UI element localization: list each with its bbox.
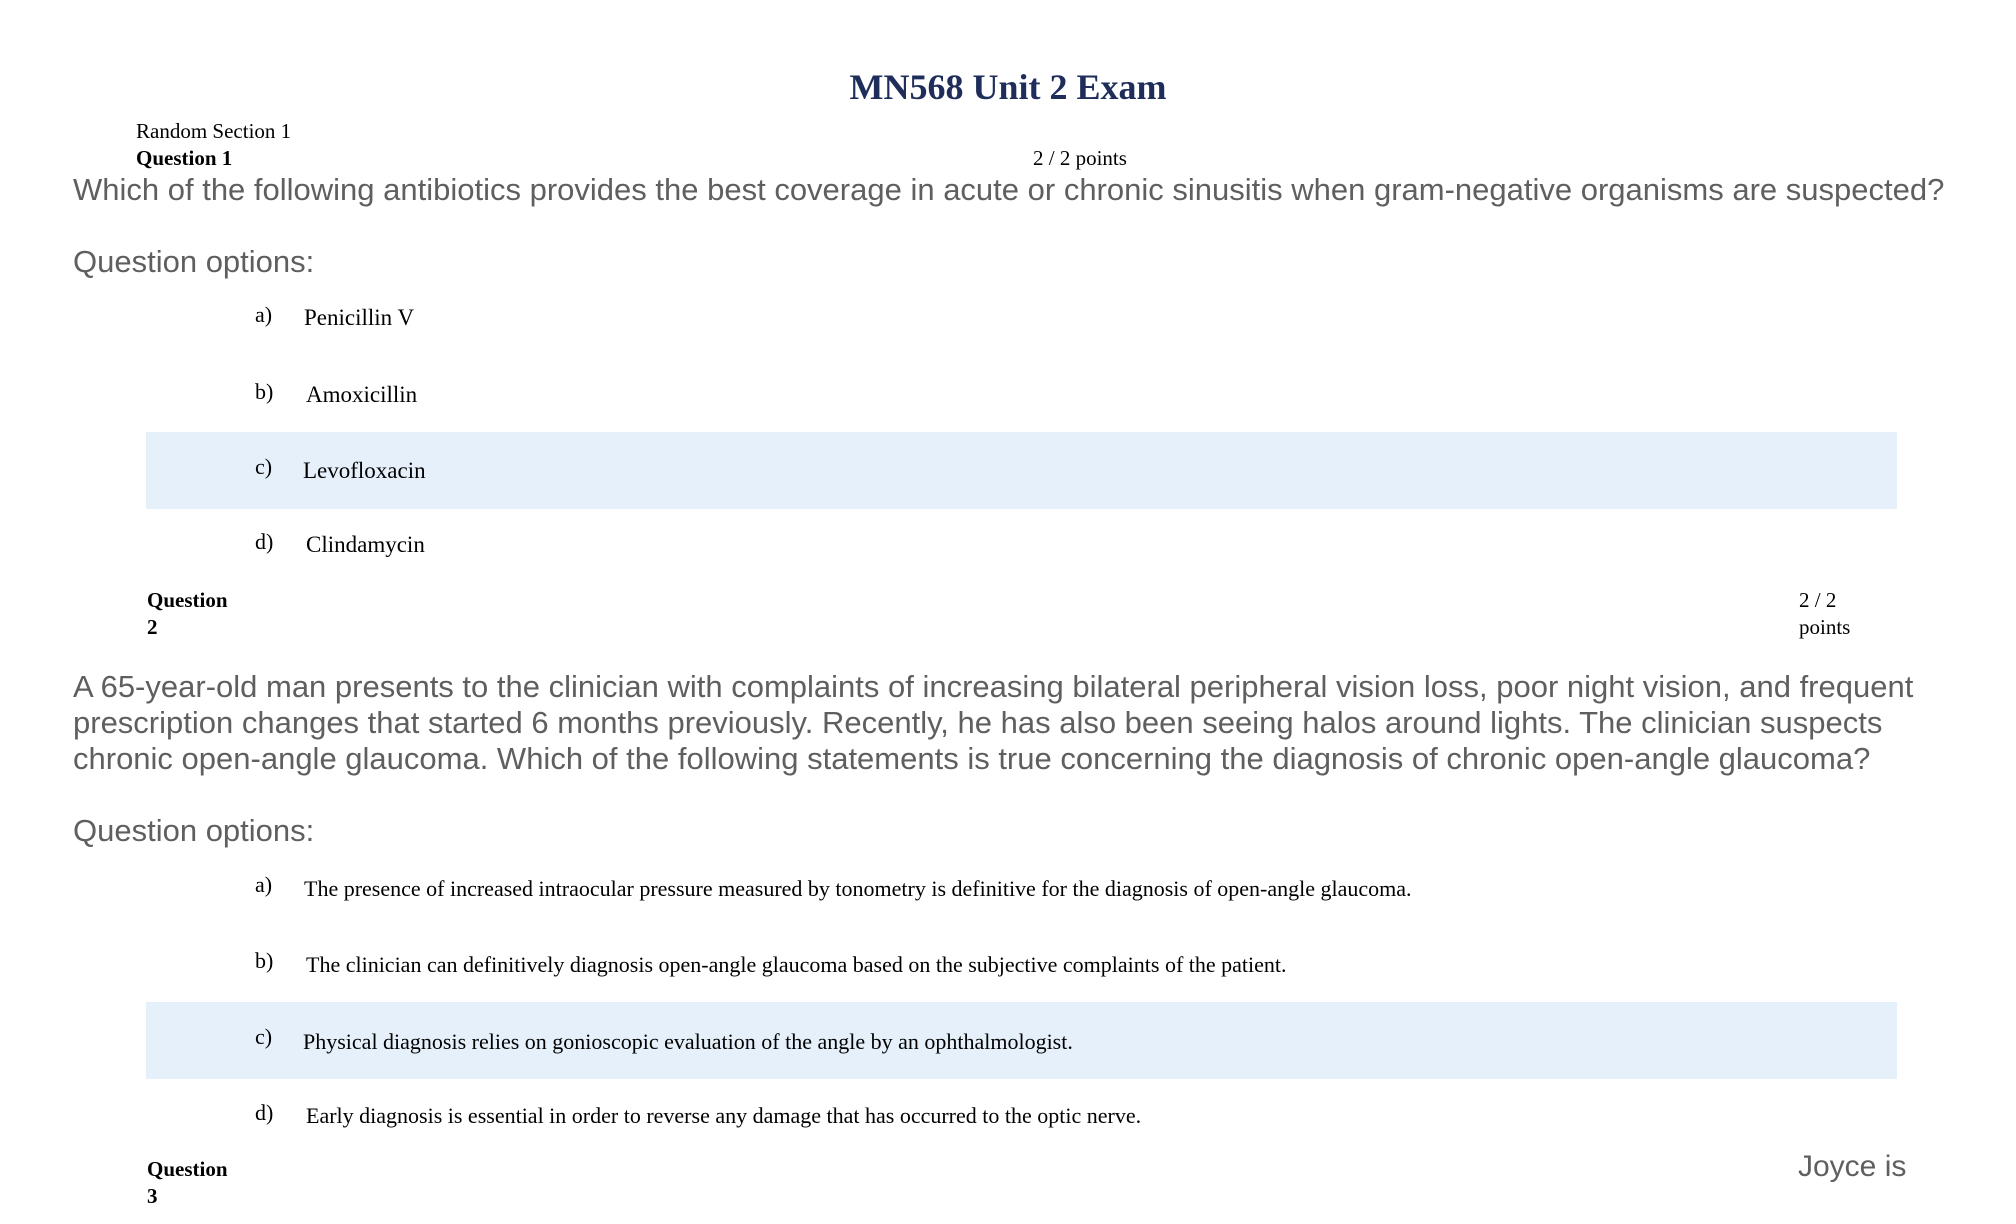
option-letter: a) [255,302,273,327]
question-2-points-line1: 2 / 2 [1799,588,1837,612]
option-text-selected[interactable]: Physical diagnosis relies on gonioscopic evaluation of the angle by an ophthalmologist. [303,1029,1073,1054]
question-1-label: Question 1 [136,146,233,170]
section-label: Random Section 1 [136,119,292,143]
question-1-points: 2 / 2 points [1033,146,1127,170]
question-2-options-label: Question options: [73,813,315,848]
question-2-label [147,587,228,641]
option-letter: b) [255,379,274,404]
option-text[interactable]: The presence of increased intraocular pressure measured by tonometry is definitive for the diagnosis of open-angle glaucoma. [304,876,1412,901]
question-1-options-label: Question options: [73,244,315,279]
option-letter: d) [255,1100,274,1125]
question-2-label-line2: 2 [147,615,158,639]
option-letter: a) [255,872,273,897]
option-text[interactable]: Early diagnosis is essential in order to reverse any damage that has occurred to the optic nerve. [306,1103,1142,1128]
question-3-label-line2: 3 [147,1184,158,1208]
question-3-label [147,1156,228,1210]
question-3-label-line1: Question [147,1157,228,1181]
option-letter: c) [255,454,273,479]
option-letter: b) [255,948,274,973]
exam-title: MN568 Unit 2 Exam [849,67,1167,107]
question-1-stem: Which of the following antibiotics provides the best coverage in acute or chronic sinusitis when gram-negative organisms are suspected? [73,172,1945,207]
option-letter: c) [255,1024,273,1049]
option-text[interactable]: The clinician can definitively diagnosis open-angle glaucoma based on the subjective complaints of the patient. [306,952,1287,977]
option-letter: d) [255,529,274,554]
question-2-points [1799,587,1850,641]
option-text[interactable]: Clindamycin [306,532,425,557]
question-3-stem-start: Joyce is [1798,1150,1907,1183]
question-2-points-line2: points [1799,615,1851,639]
option-text[interactable]: Penicillin V [304,305,415,330]
question-2-label-line1: Question [147,588,228,612]
option-text[interactable]: Amoxicillin [306,382,418,407]
question-2-stem: A 65-year-old man presents to the clinician with complaints of increasing bilateral peripheral vision loss, poor night vision, and frequent prescription changes that started 6 months previously. Recently, he has also been seeing halos around lights. The clinician suspects chronic open-angle glaucoma. Which of the following statements is true concerning the diagnosis of chronic open-angle glaucoma? [73,669,1914,776]
option-text-selected[interactable]: Levofloxacin [303,458,426,483]
